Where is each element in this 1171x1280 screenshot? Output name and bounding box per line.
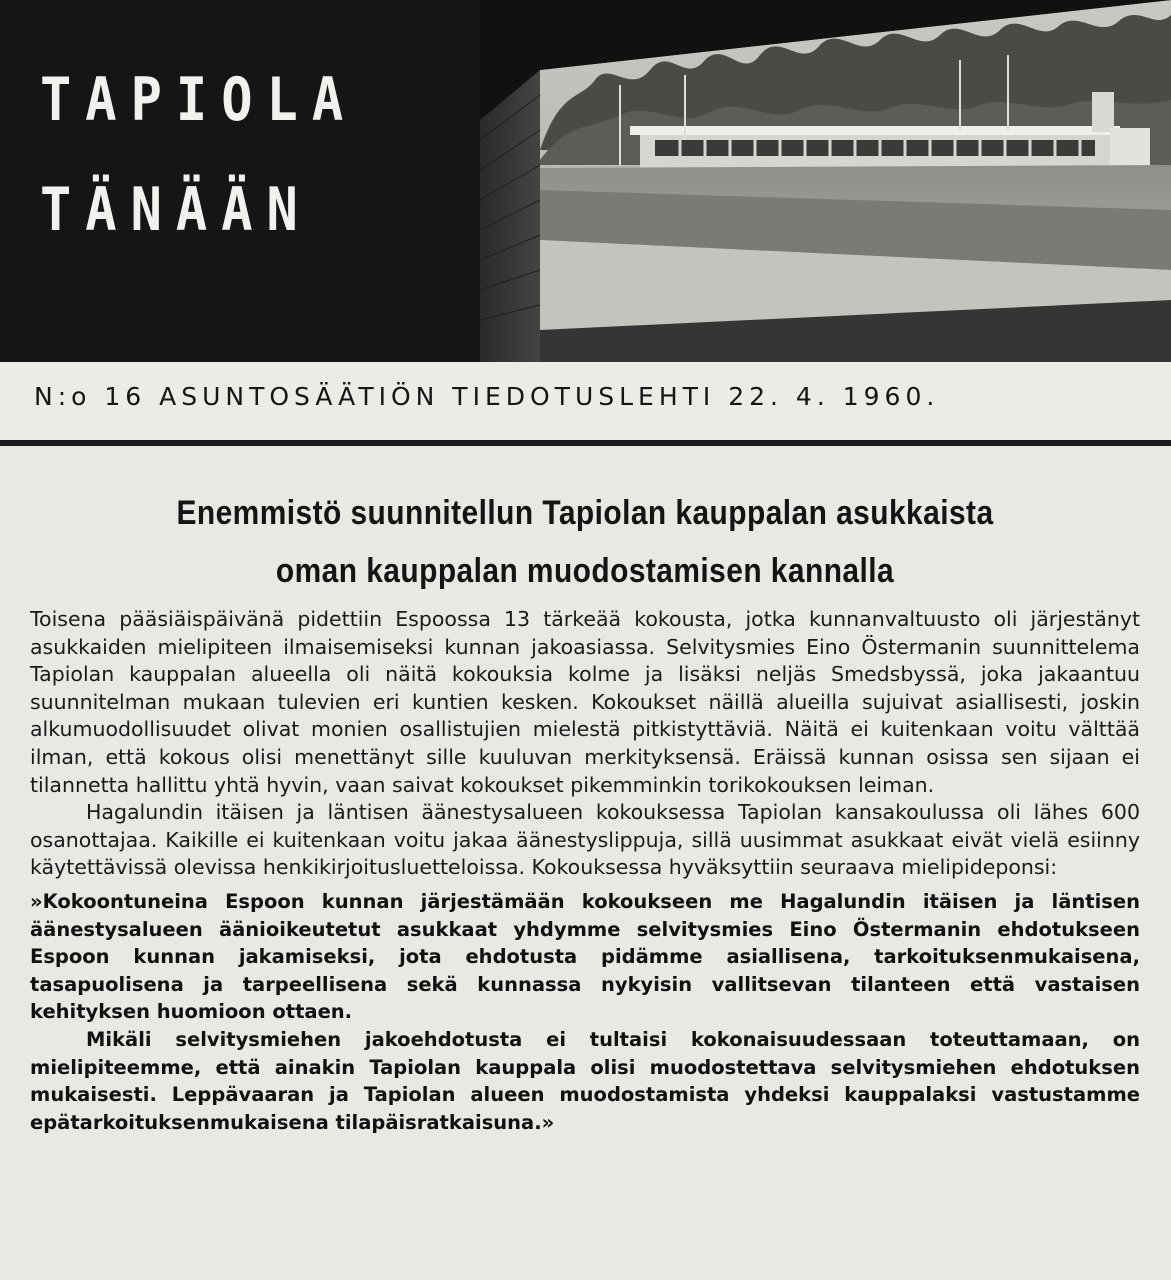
divider-rule — [0, 440, 1171, 446]
headline-line-2: oman kauppalan muodostamisen kannalla — [275, 552, 895, 590]
body-paragraph: Hagalundin itäisen ja läntisen äänestysalueen kokouksessa Tapiolan kansakoulussa oli lähes 600 osanottajaa. Kaikille ei kuitenkaan voitu jakaa äänestyslippuja, sillä uusimmat asukkaat eivät vielä esiinny käytettävissä olevissa henkikirjoitusluetteloissa. Kokouksessa hyväksyttiin seuraava mielipideponsi: — [30, 800, 1140, 880]
body-paragraph: Toisena pääsiäispäivänä pidettiin Espoossa 13 tärkeää kokousta, jotka kunnanvaltuusto oli järjestänyt asukkaiden mielipiteen ilmaisemiseksi kunnan jakoasiassa. Selvitysmies Eino Östermanin suunnittelema Tapiolan kauppalan alueella oli näitä kokouksia kolme ja lisäksi neljäs Smedsbyssä, joka jakaantuu suunnitelman mukaan tulevien eri kuntien kesken. Kokoukset näillä alueilla sujuivat asiallisesti, joskin alkumuodollisuudet olivat monien osallistujien mielestä pitkistyttäviä. Näitä ei kuitenkaan voitu välttää ilman, että kokous olisi menettänyt sille kuuluvan merkityksensä. Eräissä kunnan osissa sen sijaan ei tilannetta hallittu yhtä hyvin, vaan saivat kokoukset pikemminkin torikokouksen leiman. — [30, 607, 1140, 797]
masthead-title-line-1: TAPIOLA — [40, 66, 358, 135]
article — [30, 484, 1140, 1136]
masthead-title-line-2: TÄNÄÄN — [40, 176, 312, 245]
quote-paragraph: Mikäli selvitysmiehen jakoehdotusta ei tultaisi kokonaisuudessaan toteuttamaan, on mielipiteemme, että ainakin Tapiolan kauppala olisi muodostettava selvitysmiehen ehdotuksen mukaisesti. Leppävaaran ja Tapiolan alueen muodostamista yhdeksi kauppalaksi vastustamme epätarkoituksenmukaisena tilapäisratkaisuna.» — [30, 1027, 1140, 1134]
masthead — [0, 0, 1171, 362]
issue-info: N:o 16 ASUNTOSÄÄTIÖN TIEDOTUSLEHTI 22. 4. 1960. — [34, 382, 940, 411]
headline — [97, 484, 1074, 600]
building-photo — [480, 0, 1171, 362]
quote-paragraph: »Kokoontuneina Espoon kunnan järjestämään kokoukseen me Hagalundin itäisen ja läntisen äänestysalueen äänioikeutetut asukkaat yhdymme selvitysmies Eino Östermanin ehdotukseen Espoon kunnan jakamiseksi, jota ehdotusta pidämme asiallisena, tarkoituksenmukaisena, tasapuolisena ja tarpeellisena sekä kunnassa nykyisin vallitsevan tilanteen että vastaisen kehityksen huomioon ottaen. — [30, 889, 1140, 1024]
headline-line-1: Enemmistö suunnitellun Tapiolan kauppalan asukkaista — [176, 494, 994, 532]
